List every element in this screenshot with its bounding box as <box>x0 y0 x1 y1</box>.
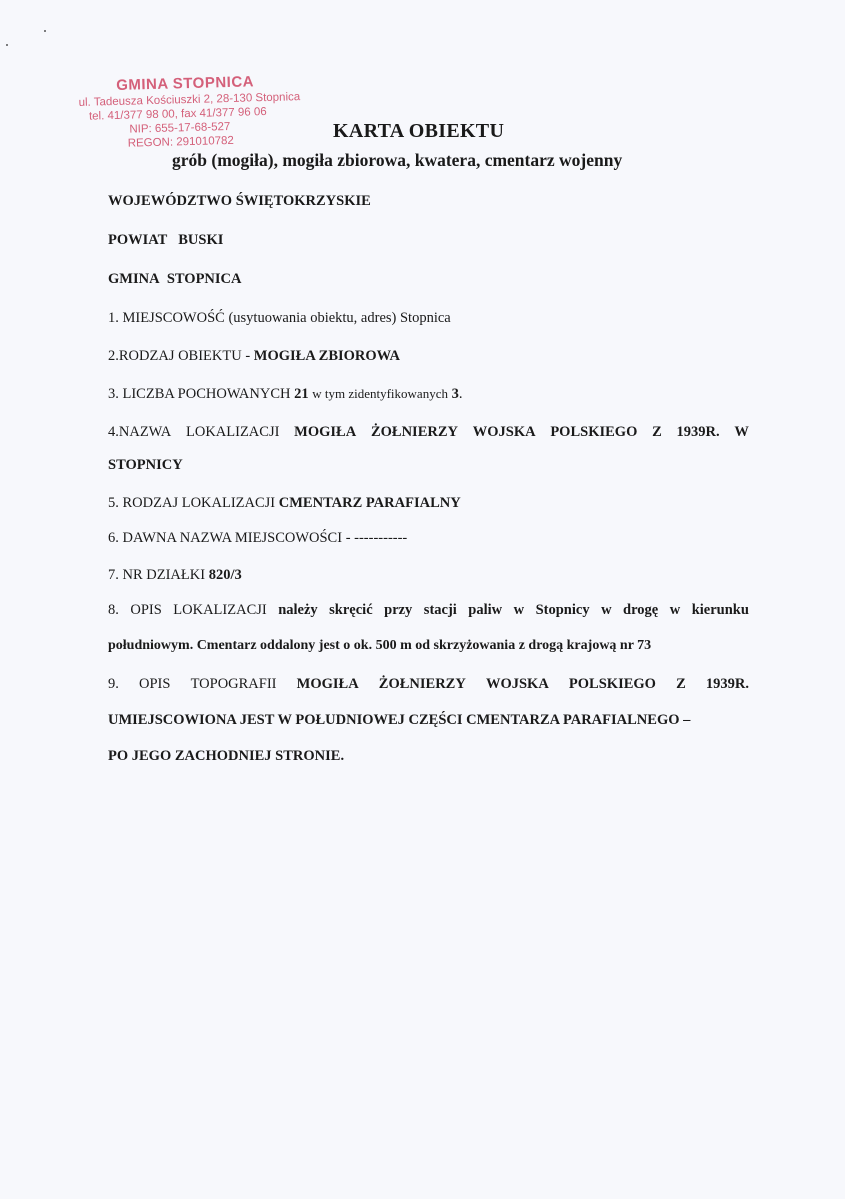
field-9-word: POLSKIEGO <box>568 676 656 692</box>
field-9-word: 9. <box>108 676 119 692</box>
commune-line <box>108 271 241 288</box>
field-6-former-name <box>108 530 407 547</box>
field-8-location-description <box>108 602 749 619</box>
stamp-nip: NIP: 655-17-68-527 <box>129 120 231 136</box>
office-stamp <box>76 72 318 152</box>
field-7-label: 7. NR DZIAŁKI <box>108 567 206 583</box>
county-label: POWIAT <box>108 232 168 248</box>
field-8-word: w <box>513 602 525 618</box>
field-8-word: przy <box>384 602 413 618</box>
field-4-word: POLSKIEGO <box>550 424 638 440</box>
field-7-parcel-number <box>108 567 242 584</box>
field-4-word: 4.NAZWA <box>108 424 172 440</box>
field-8-word: w <box>669 602 681 618</box>
field-4-word: W <box>734 424 749 440</box>
field-3-label: 3. LICZBA POCHOWANYCH <box>108 386 291 402</box>
field-9-word: WOJSKA <box>485 676 549 692</box>
field-6-label: 6. DAWNA NAZWA MIEJSCOWOŚCI <box>108 530 343 546</box>
field-1-label: 1. MIEJSCOWOŚĆ (usytuowania obiektu, adres) <box>108 310 397 326</box>
document-title: KARTA OBIEKTU <box>333 120 505 142</box>
field-2-label: 2.RODZAJ OBIEKTU - <box>108 348 251 364</box>
field-4-continuation: STOPNICY <box>108 457 183 473</box>
field-5-location-type <box>108 495 461 512</box>
field-4-word: LOKALIZACJI <box>185 424 280 440</box>
commune-label: GMINA <box>108 271 160 287</box>
field-8-word: w <box>601 602 612 618</box>
field-9-topography <box>108 676 749 693</box>
field-6-value: - ----------- <box>345 530 408 546</box>
field-8-word: należy <box>278 602 318 618</box>
field-9-word: OPIS <box>139 676 171 692</box>
field-1-location <box>108 310 451 327</box>
field-4-word: 1939R. <box>676 424 720 440</box>
scan-speck <box>44 30 46 32</box>
field-3-identified: 3 <box>451 386 459 402</box>
field-2-object-type <box>108 348 400 365</box>
field-7-value: 820/3 <box>208 567 242 583</box>
county-value: BUSKI <box>178 232 224 248</box>
field-9-word: Z <box>676 676 686 692</box>
field-4-word: ŻOŁNIERZY <box>370 424 458 440</box>
field-8-word: OPIS <box>130 602 162 618</box>
scan-speck <box>6 44 8 46</box>
field-8-word: stacji <box>423 602 457 618</box>
field-4-word: MOGIŁA <box>294 424 357 440</box>
document-subtitle: grób (mogiła), mogiła zbiorowa, kwatera, cmentarz wojenny <box>172 150 623 170</box>
field-8-word: Stopnicy <box>535 602 590 618</box>
field-8-word: paliw <box>468 602 503 618</box>
stamp-phone: tel. 41/377 98 00, fax 41/377 96 06 <box>88 106 267 123</box>
field-9-word: TOPOGRAFII <box>190 676 277 692</box>
field-1-value: Stopnica <box>399 310 451 326</box>
field-9-line-3: PO JEGO ZACHODNIEJ STRONIE. <box>108 748 345 764</box>
field-3-end: . <box>458 386 463 402</box>
field-8-word: LOKALIZACJI <box>173 602 267 618</box>
field-8-word: skręcić <box>329 602 373 618</box>
field-8-word: drogę <box>623 602 659 618</box>
field-3-total: 21 <box>294 386 309 402</box>
field-9-word: 1939R. <box>705 676 749 692</box>
voivodeship-line: WOJEWÓDZTWO ŚWIĘTOKRZYSKIE <box>108 193 371 209</box>
field-3-mid: w tym zidentyfikowanych <box>312 386 448 401</box>
field-9-word: ŻOŁNIERZY <box>378 676 466 692</box>
stamp-regon: REGON: 291010782 <box>127 134 234 150</box>
commune-value: STOPNICA <box>166 271 242 287</box>
field-5-label: 5. RODZAJ LOKALIZACJI <box>108 495 276 511</box>
stamp-address: ul. Tadeusza Kościuszki 2, 28-130 Stopnica <box>78 91 301 109</box>
field-9-word: MOGIŁA <box>296 676 359 692</box>
field-4-location-name <box>108 424 749 441</box>
field-4-word: WOJSKA <box>472 424 536 440</box>
stamp-name: GMINA STOPNICA <box>115 73 255 94</box>
field-5-value: CMENTARZ PARAFIALNY <box>278 495 461 511</box>
field-4-word: Z <box>652 424 662 440</box>
county-line <box>108 232 223 249</box>
field-8-word: 8. <box>108 602 119 618</box>
field-8-word: kierunku <box>691 602 749 618</box>
field-2-value: MOGIŁA ZBIOROWA <box>253 348 401 364</box>
field-9-line-2: UMIEJSCOWIONA JEST W POŁUDNIOWEJ CZĘŚCI CMENTARZA PARAFIALNEGO – <box>108 712 691 728</box>
field-3-burial-count <box>108 386 462 403</box>
field-8-continuation: południowym. Cmentarz oddalony jest o ok. 500 m od skrzyżowania z drogą krajową nr 73 <box>108 638 652 653</box>
